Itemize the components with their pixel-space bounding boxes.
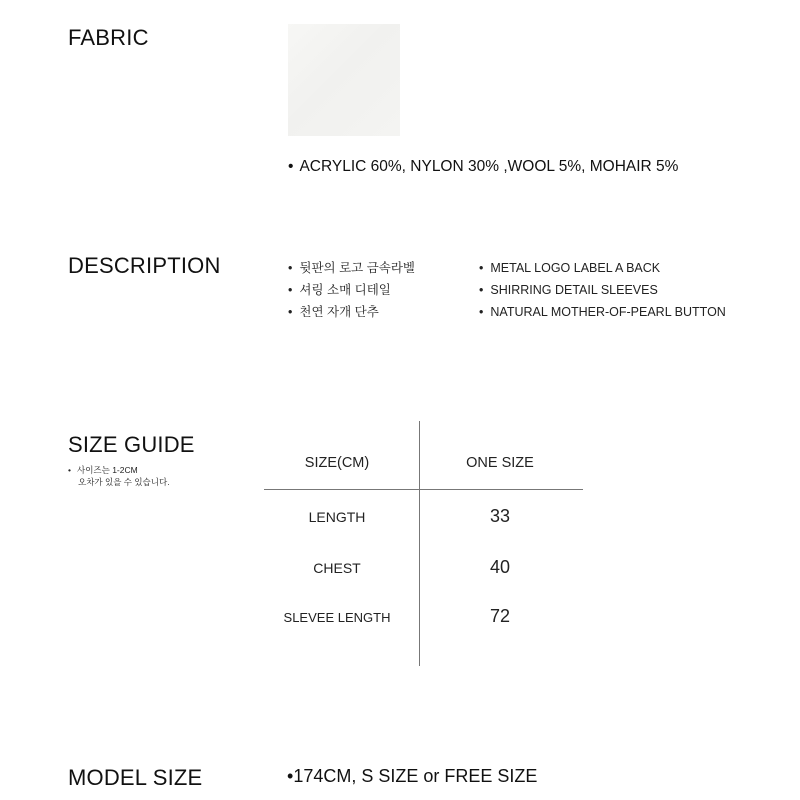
fabric-swatch-image [288,24,400,136]
row-value-chest: 40 [489,557,511,577]
list-item: • METAL LOGO LABEL A BACK [479,261,661,275]
list-item: • SHIRRING DETAIL SLEEVES [479,283,658,297]
bullet-icon: • [288,158,294,175]
row-label-chest: CHEST [313,560,361,576]
list-item: • 뒷판의 로고 금속라벨 [288,261,416,275]
table-column-divider [419,421,420,666]
description-english-list [479,257,726,323]
row-label-length: LENGTH [308,509,366,525]
description-heading: DESCRIPTION [68,253,221,278]
table-header-label: SIZE(CM) [304,455,370,471]
row-value-sleeve-length: 72 [489,606,511,626]
row-value-length: 33 [489,506,511,526]
list-item: • NATURAL MOTHER-OF-PEARL BUTTON [479,305,726,319]
table-header-divider [264,489,583,490]
fabric-heading: FABRIC [68,25,149,50]
model-size-info: •174CM, S SIZE or FREE SIZE [287,766,538,786]
model-size-heading: MODEL SIZE [68,765,203,790]
fabric-composition-text: ACRYLIC 60%, NYLON 30% ,WOOL 5%, MOHAIR 5% [299,158,679,175]
fabric-composition [288,158,678,176]
table-header-value: ONE SIZE [466,455,534,471]
size-guide-heading: SIZE GUIDE [68,432,195,457]
row-label-sleeve-length: SLEVEE LENGTH [283,610,391,625]
model-size-text: 174CM, S SIZE or FREE SIZE [293,766,538,786]
list-item: • 셔링 소매 디테일 [288,283,391,297]
description-korean-list [288,257,415,323]
size-guide-note: • 사이즈는 1-2CM 오차가 있을 수 있습니다. [68,465,170,487]
list-item: • 천연 자개 단추 [288,305,379,319]
